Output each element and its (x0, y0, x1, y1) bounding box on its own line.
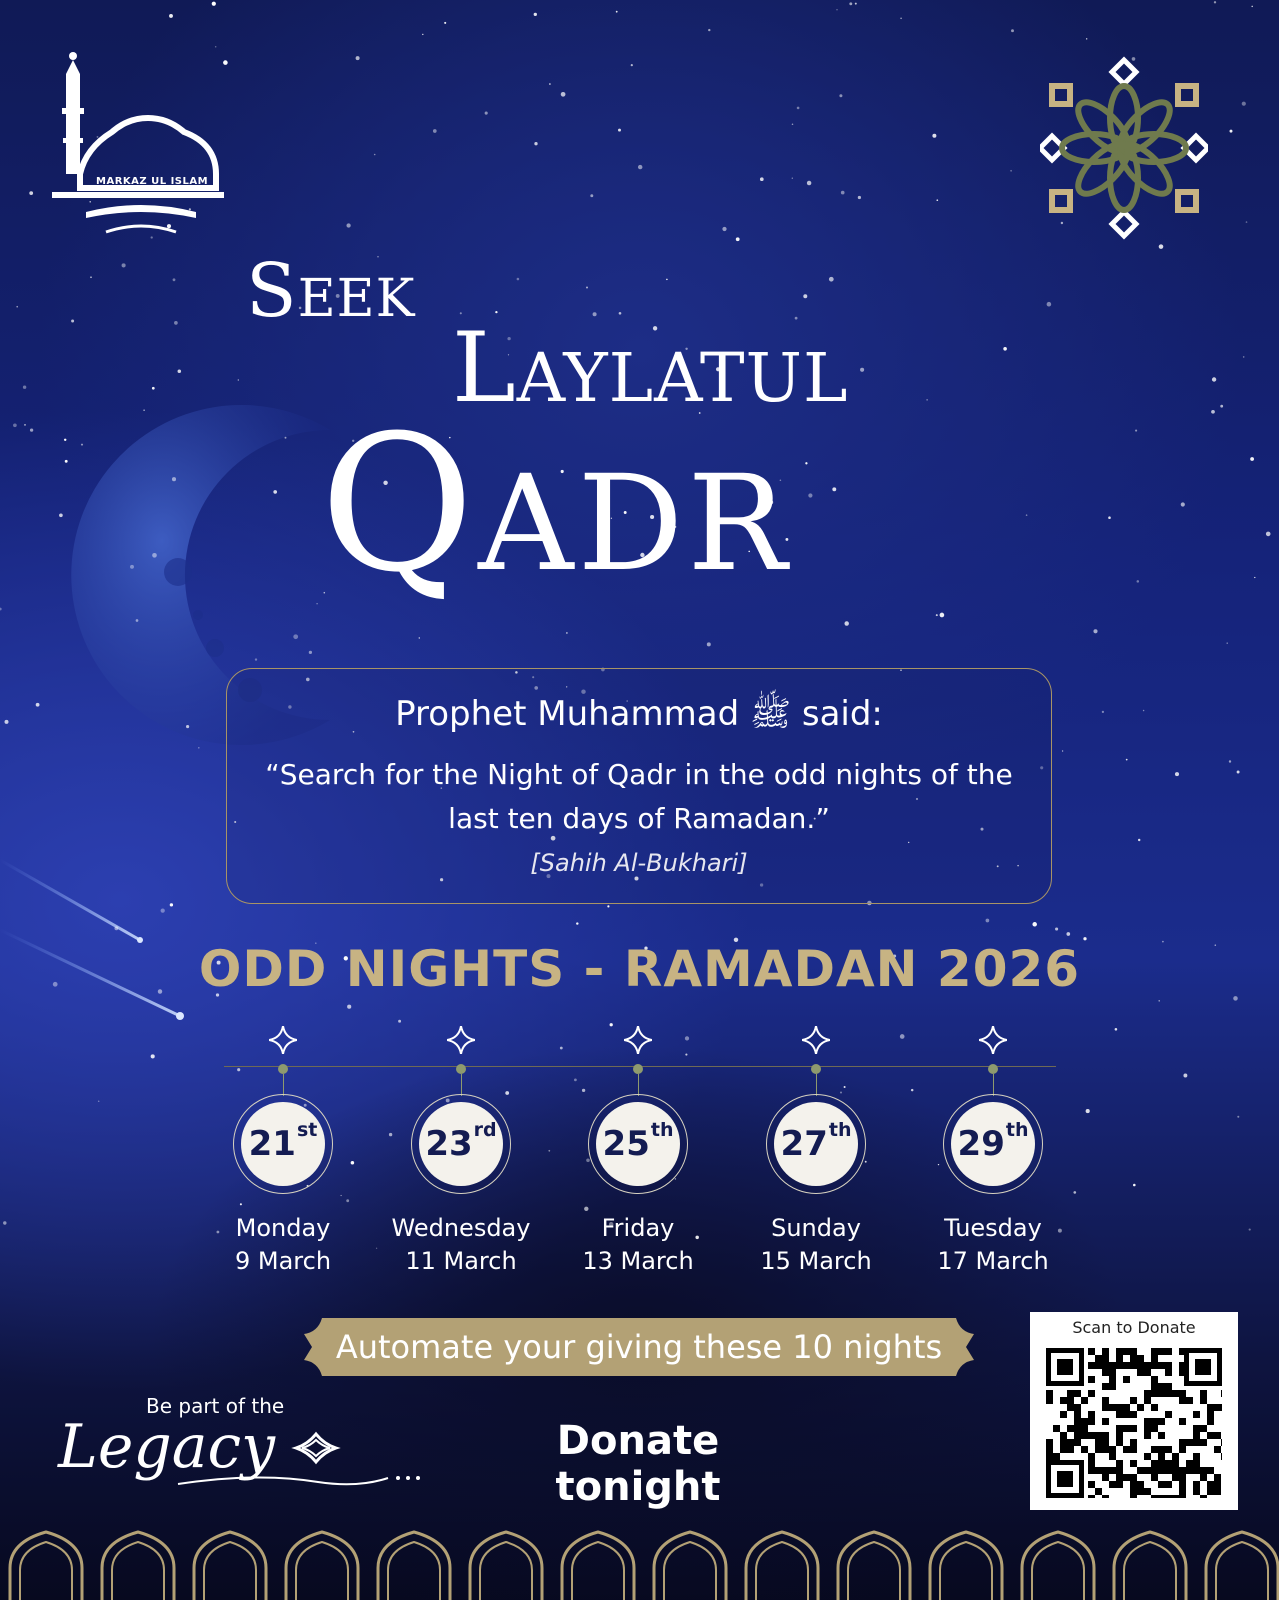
night-21 (193, 1026, 373, 1275)
quote-source: [Sahih Al-Bukhari] (530, 849, 748, 877)
qr-label: Scan to Donate (1072, 1318, 1196, 1337)
legacy-script: Legacy (58, 1412, 276, 1482)
night-day: Monday (235, 1214, 331, 1242)
timeline-stem (461, 1074, 462, 1096)
decorative-arches (0, 1528, 1279, 1600)
night-number (596, 1102, 680, 1186)
markaz-ul-islam-logo (46, 48, 236, 244)
night-badge (411, 1094, 511, 1194)
night-number-suffix: th (650, 1119, 674, 1141)
night-date: 11 March (405, 1247, 517, 1275)
quote-text: “Search for the Night of Qadr in the odd nights of the last ten days of Ramadan.” (265, 758, 1013, 835)
sparkle-icon (624, 1026, 652, 1054)
logo-text: MARKAZ UL ISLAM (96, 176, 209, 187)
night-number (951, 1102, 1035, 1186)
night-number (774, 1102, 858, 1186)
title-seek: Seek (246, 248, 416, 334)
night-date: 9 March (234, 1247, 332, 1275)
timeline-dot (633, 1064, 643, 1074)
night-27 (726, 1026, 906, 1275)
night-date: 17 March (937, 1247, 1049, 1275)
night-29 (903, 1026, 1083, 1275)
sparkle-icon (979, 1026, 1007, 1054)
donate-tonight-button[interactable]: Donate tonight (555, 1418, 721, 1510)
night-number-value: 23 (425, 1124, 473, 1164)
sparkle-icon (802, 1026, 830, 1054)
night-badge (943, 1094, 1043, 1194)
night-number-suffix: th (1005, 1119, 1029, 1141)
night-number-suffix: th (828, 1119, 852, 1141)
night-number-suffix: rd (473, 1119, 497, 1141)
night-number-value: 21 (248, 1124, 296, 1164)
timeline-dot (456, 1064, 466, 1074)
night-23 (371, 1026, 551, 1275)
night-day: Tuesday (944, 1214, 1042, 1242)
night-number-value: 27 (780, 1124, 828, 1164)
night-number (241, 1102, 325, 1186)
hadith-quote-box (226, 668, 1052, 904)
timeline-stem (816, 1074, 817, 1096)
night-day: Sunday (771, 1214, 861, 1242)
banner-text: Automate your giving these 10 nights (335, 1328, 943, 1366)
qr-code-icon (1046, 1348, 1222, 1498)
night-date: 13 March (582, 1247, 694, 1275)
quote-heading: Prophet Muhammad ﷺ said: (395, 694, 883, 734)
night-number (419, 1102, 503, 1186)
timeline-stem (638, 1074, 639, 1096)
title-qadr: Qadr (320, 395, 791, 614)
night-25 (548, 1026, 728, 1275)
sparkle-icon (269, 1026, 297, 1054)
night-number-value: 25 (602, 1124, 650, 1164)
timeline-stem (283, 1074, 284, 1096)
night-number-suffix: st (296, 1119, 318, 1141)
night-badge (766, 1094, 866, 1194)
timeline-dot (811, 1064, 821, 1074)
legacy-pre-text: Be part of the (146, 1394, 285, 1418)
automate-giving-banner[interactable] (300, 1314, 978, 1380)
geometric-ornament-icon (1040, 56, 1208, 240)
title-laylatul: Laylatul (452, 312, 849, 424)
night-number-value: 29 (957, 1124, 1005, 1164)
night-date: 15 March (760, 1247, 872, 1275)
qr-code-box[interactable] (1030, 1312, 1238, 1510)
sparkle-icon (447, 1026, 475, 1054)
timeline-dot (988, 1064, 998, 1074)
night-day: Friday (601, 1214, 675, 1242)
timeline-stem (993, 1074, 994, 1096)
night-badge (588, 1094, 688, 1194)
odd-nights-heading: ODD NIGHTS - RAMADAN 2026 (198, 940, 1081, 998)
timeline-dot (278, 1064, 288, 1074)
night-day: Wednesday (391, 1214, 531, 1242)
legacy-flourish-icon (58, 1418, 438, 1508)
night-badge (233, 1094, 333, 1194)
